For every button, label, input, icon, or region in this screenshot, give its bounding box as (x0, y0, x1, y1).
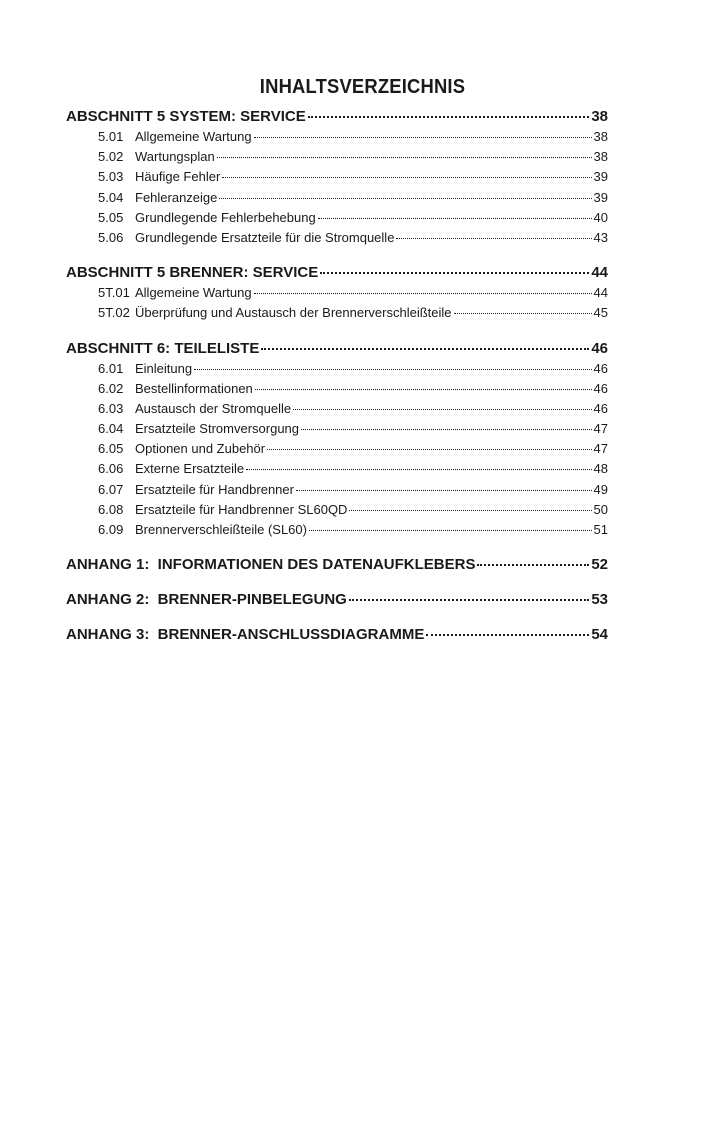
dot-leader (246, 468, 591, 470)
entry-number: 6.08 (98, 501, 124, 517)
dot-leader (261, 347, 589, 350)
dot-leader (318, 217, 592, 219)
page-number: 53 (591, 591, 608, 609)
toc-section-heading[interactable] (66, 338, 608, 359)
entry-label: Ersatzteile für Handbrenner SL60QD (135, 501, 348, 517)
toc-entry[interactable] (66, 228, 608, 248)
entry-label: Überprüfung und Austausch der Brennerverschleißteile (135, 305, 452, 321)
entry-number: 6.04 (98, 421, 124, 437)
entry-number: 6.09 (98, 522, 124, 537)
entry-number: 6.01 (98, 360, 124, 376)
entry-label: Externe Ersatzteile (135, 461, 245, 477)
entry-number: 5.01 (98, 129, 124, 144)
toc-appendix (66, 554, 608, 575)
entry-label: Ersatzteile Stromversorgung (135, 421, 300, 437)
entry-label: Grundlegende Ersatzteile für die Stromquelle (135, 229, 395, 245)
toc-entry[interactable] (66, 359, 608, 379)
section-title: ABSCHNITT 5 SYSTEM: SERVICE (66, 108, 306, 125)
dot-leader (477, 563, 589, 566)
section-title: ABSCHNITT 5 BRENNER: SERVICE (66, 264, 319, 282)
dot-leader (320, 271, 589, 274)
page-number: 50 (593, 501, 608, 517)
toc-entry[interactable] (66, 399, 608, 419)
page-number: 44 (593, 285, 608, 301)
page-number: 47 (593, 441, 608, 457)
dot-leader (308, 115, 590, 118)
entry-number: 5T.01 (98, 285, 130, 301)
page-number: 49 (593, 481, 608, 497)
page-title: INHALTSVERZEICHNIS (259, 76, 466, 98)
dot-leader (217, 156, 592, 158)
entry-label: Allgemeine Wartung (135, 285, 252, 301)
dot-leader (426, 633, 589, 636)
page-number: 38 (593, 149, 608, 165)
page-number: 46 (593, 360, 608, 376)
page-number: 38 (591, 108, 608, 125)
dot-leader (349, 509, 591, 511)
entry-number: 5.03 (98, 169, 124, 185)
entry-label: Ersatzteile für Handbrenner (135, 481, 294, 497)
page-number: 47 (593, 421, 608, 437)
toc-entry[interactable] (66, 439, 608, 459)
toc-entry[interactable] (66, 208, 608, 228)
page-number: 45 (593, 305, 608, 321)
entry-label: Einleitung (135, 360, 193, 376)
page-number: 43 (593, 229, 608, 245)
toc-section (66, 338, 608, 541)
dot-leader (222, 176, 591, 178)
dot-leader (396, 237, 591, 239)
toc-entry[interactable] (66, 520, 608, 540)
dot-leader (454, 312, 592, 314)
entry-number: 5.05 (98, 209, 124, 225)
page-number: 51 (593, 522, 608, 537)
dot-leader (219, 197, 591, 199)
toc-entry[interactable] (66, 303, 608, 323)
page-number: 46 (593, 400, 608, 416)
dot-leader (255, 388, 592, 390)
entry-label: Häufige Fehler (135, 169, 221, 185)
page-number: 48 (593, 461, 608, 477)
dot-leader (267, 448, 591, 450)
dot-leader (254, 136, 592, 138)
dot-leader (293, 408, 591, 410)
toc-entry[interactable] (66, 147, 608, 167)
entry-label: Grundlegende Fehlerbehebung (135, 209, 316, 225)
toc-entry[interactable] (66, 480, 608, 500)
page-number: 46 (593, 380, 608, 396)
toc-entry[interactable] (66, 188, 608, 208)
toc-appendix (66, 589, 608, 610)
dot-leader (309, 529, 592, 531)
entry-label: Brennerverschleißteile (SL60) (135, 522, 307, 537)
toc-appendix-heading[interactable] (66, 554, 608, 575)
page-number: 39 (593, 169, 608, 185)
entry-label: Austausch der Stromquelle (135, 400, 292, 416)
toc-appendix-heading[interactable] (66, 589, 608, 610)
entry-number: 6.02 (98, 380, 124, 396)
page-number: 44 (591, 264, 608, 282)
entry-number: 5.02 (98, 149, 124, 165)
dot-leader (296, 489, 592, 491)
entry-number: 6.06 (98, 461, 124, 477)
page-number: 38 (593, 129, 608, 144)
toc-entry[interactable] (66, 283, 608, 303)
page-number: 46 (591, 339, 608, 357)
entry-number: 5.04 (98, 189, 124, 205)
toc-entry[interactable] (66, 419, 608, 439)
page-number: 40 (593, 209, 608, 225)
page-number: 54 (591, 626, 608, 644)
entry-number: 6.05 (98, 441, 124, 457)
toc-section (66, 106, 608, 248)
entry-number: 6.07 (98, 481, 124, 497)
toc-section-heading[interactable] (66, 106, 608, 127)
appendix-title: ANHANG 1: INFORMATIONEN DES DATENAUFKLEBERS (66, 556, 476, 574)
toc-appendix (66, 624, 608, 645)
entry-label: Allgemeine Wartung (135, 129, 252, 144)
toc-appendix-heading[interactable] (66, 624, 608, 645)
page-number: 52 (591, 556, 608, 574)
page-number: 39 (593, 189, 608, 205)
section-title: ABSCHNITT 6: TEILELISTE (66, 339, 260, 357)
dot-leader (301, 428, 592, 430)
toc-section (66, 262, 608, 323)
table-of-contents (66, 106, 608, 659)
toc-entry[interactable] (66, 500, 608, 520)
dot-leader (254, 292, 592, 294)
toc-section-heading[interactable] (66, 262, 608, 283)
entry-label: Fehleranzeige (135, 189, 218, 205)
appendix-title: ANHANG 3: BRENNER-ANSCHLUSSDIAGRAMME (66, 626, 425, 644)
appendix-title: ANHANG 2: BRENNER-PINBELEGUNG (66, 591, 347, 609)
entry-label: Bestellinformationen (135, 380, 253, 396)
dot-leader (194, 368, 591, 370)
entry-label: Wartungsplan (135, 149, 215, 165)
entry-label: Optionen und Zubehör (135, 441, 266, 457)
toc-entry[interactable] (66, 127, 608, 147)
entry-number: 5T.02 (98, 305, 130, 321)
toc-entry[interactable] (66, 167, 608, 187)
toc-entry[interactable] (66, 379, 608, 399)
dot-leader (349, 598, 589, 601)
entry-number: 5.06 (98, 229, 124, 245)
entry-number: 6.03 (98, 400, 124, 416)
toc-entry[interactable] (66, 459, 608, 479)
